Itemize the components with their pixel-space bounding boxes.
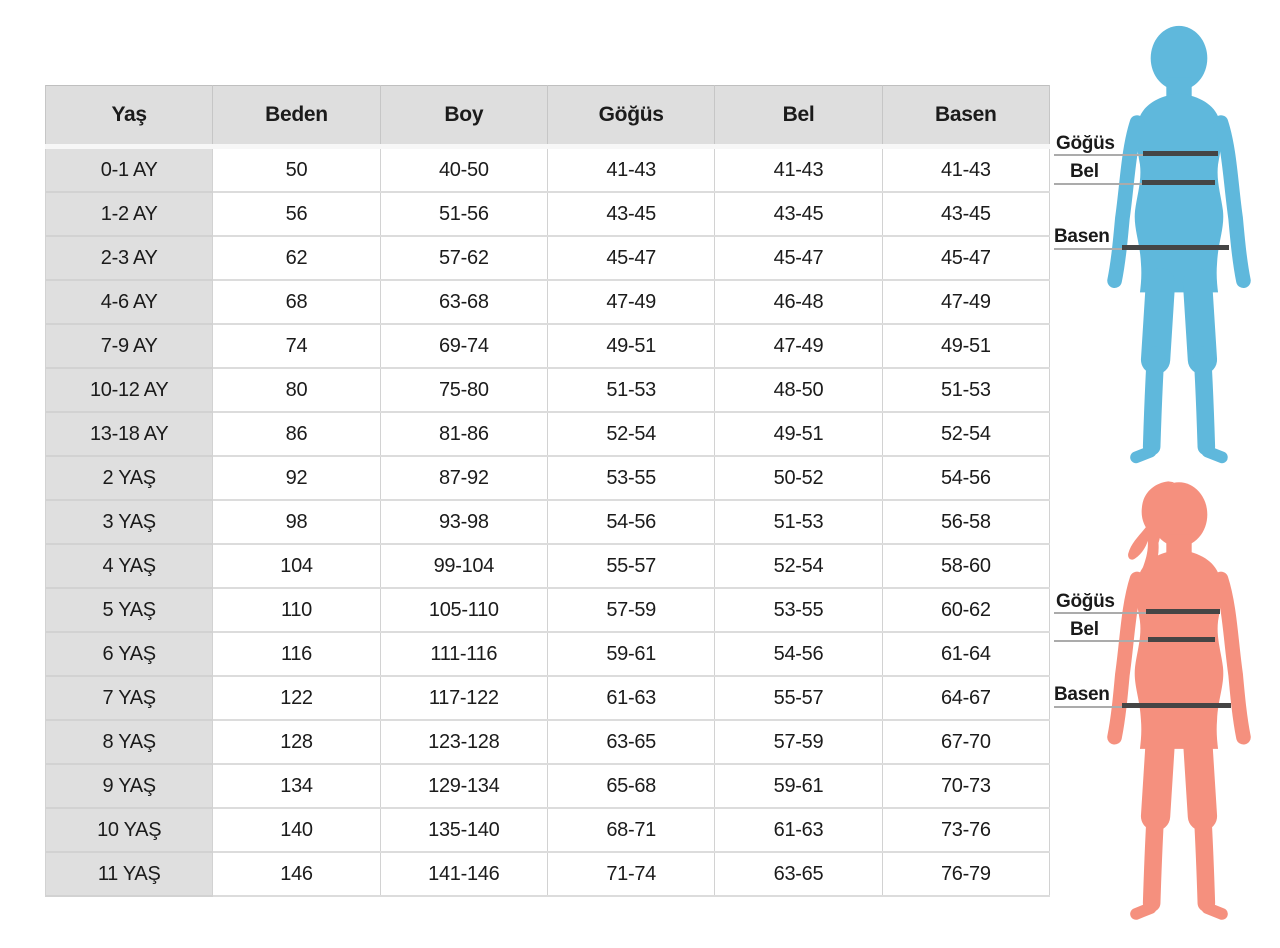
value-cell: 65-68 [547, 764, 714, 808]
age-cell: 11 YAŞ [46, 852, 213, 896]
blue-chest-label-text: Göğüs [1056, 133, 1115, 154]
value-cell: 123-128 [380, 720, 547, 764]
value-cell: 68-71 [547, 808, 714, 852]
value-cell: 51-53 [715, 500, 882, 544]
value-cell: 56 [213, 192, 380, 236]
age-cell: 4 YAŞ [46, 544, 213, 588]
age-cell: 8 YAŞ [46, 720, 213, 764]
table-row [46, 412, 1050, 456]
value-cell: 45-47 [547, 236, 714, 280]
value-cell: 41-43 [882, 147, 1049, 193]
value-cell: 54-56 [715, 632, 882, 676]
pink-chest-measure-bar [1146, 609, 1220, 614]
value-cell: 43-45 [547, 192, 714, 236]
age-cell: 9 YAŞ [46, 764, 213, 808]
value-cell: 99-104 [380, 544, 547, 588]
table-row [46, 852, 1050, 896]
value-cell: 59-61 [715, 764, 882, 808]
value-cell: 116 [213, 632, 380, 676]
pink-waist-measure-bar [1148, 637, 1215, 642]
pink-chest-label-text: Göğüs [1056, 591, 1115, 612]
value-cell: 117-122 [380, 676, 547, 720]
pink-waist-label-text: Bel [1070, 619, 1099, 640]
value-cell: 57-59 [715, 720, 882, 764]
age-cell: 7-9 AY [46, 324, 213, 368]
value-cell: 51-56 [380, 192, 547, 236]
value-cell: 52-54 [882, 412, 1049, 456]
table-row [46, 764, 1050, 808]
age-cell: 4-6 AY [46, 280, 213, 324]
value-cell: 62 [213, 236, 380, 280]
value-cell: 111-116 [380, 632, 547, 676]
table-row [46, 147, 1050, 193]
value-cell: 61-64 [882, 632, 1049, 676]
value-cell: 52-54 [715, 544, 882, 588]
value-cell: 60-62 [882, 588, 1049, 632]
table-row [46, 632, 1050, 676]
value-cell: 47-49 [547, 280, 714, 324]
value-cell: 63-65 [547, 720, 714, 764]
value-cell: 59-61 [547, 632, 714, 676]
blue-waist-label-text: Bel [1070, 161, 1099, 182]
value-cell: 87-92 [380, 456, 547, 500]
value-cell: 63-68 [380, 280, 547, 324]
value-cell: 51-53 [882, 368, 1049, 412]
age-cell: 5 YAŞ [46, 588, 213, 632]
value-cell: 47-49 [882, 280, 1049, 324]
blue-chest-measure-bar [1143, 151, 1218, 156]
value-cell: 69-74 [380, 324, 547, 368]
value-cell: 104 [213, 544, 380, 588]
column-header: Beden [213, 86, 380, 147]
value-cell: 64-67 [882, 676, 1049, 720]
pink-hips-measure-bar [1122, 703, 1231, 708]
value-cell: 46-48 [715, 280, 882, 324]
value-cell: 67-70 [882, 720, 1049, 764]
value-cell: 98 [213, 500, 380, 544]
value-cell: 141-146 [380, 852, 547, 896]
value-cell: 75-80 [380, 368, 547, 412]
table-row [46, 236, 1050, 280]
value-cell: 122 [213, 676, 380, 720]
value-cell: 74 [213, 324, 380, 368]
value-cell: 73-76 [882, 808, 1049, 852]
value-cell: 86 [213, 412, 380, 456]
column-header: Göğüs [547, 86, 714, 147]
value-cell: 128 [213, 720, 380, 764]
pink-waist-label [1070, 619, 1099, 641]
value-cell: 71-74 [547, 852, 714, 896]
table-row [46, 808, 1050, 852]
pink-hips-label-text: Basen [1054, 684, 1110, 705]
column-header: Boy [380, 86, 547, 147]
pink-hips-label [1054, 684, 1110, 706]
pink-chest-label [1056, 591, 1115, 613]
value-cell: 41-43 [547, 147, 714, 193]
blue-hips-measure-bar [1122, 245, 1229, 250]
value-cell: 140 [213, 808, 380, 852]
age-cell: 6 YAŞ [46, 632, 213, 676]
age-cell: 2-3 AY [46, 236, 213, 280]
column-header: Yaş [46, 86, 213, 147]
value-cell: 56-58 [882, 500, 1049, 544]
value-cell: 47-49 [715, 324, 882, 368]
age-cell: 0-1 AY [46, 147, 213, 193]
value-cell: 43-45 [715, 192, 882, 236]
value-cell: 135-140 [380, 808, 547, 852]
blue-chest-label [1056, 133, 1115, 155]
value-cell: 53-55 [547, 456, 714, 500]
blue-hips-label [1054, 226, 1110, 248]
value-cell: 50-52 [715, 456, 882, 500]
value-cell: 55-57 [715, 676, 882, 720]
age-cell: 10 YAŞ [46, 808, 213, 852]
value-cell: 80 [213, 368, 380, 412]
value-cell: 51-53 [547, 368, 714, 412]
value-cell: 49-51 [547, 324, 714, 368]
value-cell: 129-134 [380, 764, 547, 808]
value-cell: 52-54 [547, 412, 714, 456]
value-cell: 57-62 [380, 236, 547, 280]
figure-pink-silhouette [1096, 476, 1262, 928]
value-cell: 45-47 [882, 236, 1049, 280]
table-row [46, 324, 1050, 368]
table-row [46, 676, 1050, 720]
column-header: Basen [882, 86, 1049, 147]
value-cell: 105-110 [380, 588, 547, 632]
value-cell: 61-63 [547, 676, 714, 720]
age-cell: 2 YAŞ [46, 456, 213, 500]
blue-hips-label-text: Basen [1054, 226, 1110, 247]
value-cell: 146 [213, 852, 380, 896]
value-cell: 53-55 [715, 588, 882, 632]
blue-waist-measure-bar [1142, 180, 1215, 185]
value-cell: 57-59 [547, 588, 714, 632]
value-cell: 49-51 [882, 324, 1049, 368]
table-row [46, 192, 1050, 236]
value-cell: 110 [213, 588, 380, 632]
value-cell: 76-79 [882, 852, 1049, 896]
value-cell: 55-57 [547, 544, 714, 588]
size-chart-table [45, 85, 1050, 897]
table-row [46, 588, 1050, 632]
table-row [46, 720, 1050, 764]
table-row [46, 456, 1050, 500]
column-header: Bel [715, 86, 882, 147]
value-cell: 63-65 [715, 852, 882, 896]
table-row [46, 500, 1050, 544]
table-row [46, 280, 1050, 324]
body-silhouette-icon [1096, 476, 1262, 928]
age-cell: 1-2 AY [46, 192, 213, 236]
value-cell: 45-47 [715, 236, 882, 280]
value-cell: 58-60 [882, 544, 1049, 588]
table-body [46, 147, 1050, 897]
value-cell: 70-73 [882, 764, 1049, 808]
value-cell: 61-63 [715, 808, 882, 852]
value-cell: 134 [213, 764, 380, 808]
value-cell: 41-43 [715, 147, 882, 193]
value-cell: 54-56 [547, 500, 714, 544]
value-cell: 92 [213, 456, 380, 500]
blue-waist-label [1070, 161, 1099, 183]
age-cell: 3 YAŞ [46, 500, 213, 544]
value-cell: 49-51 [715, 412, 882, 456]
value-cell: 54-56 [882, 456, 1049, 500]
value-cell: 93-98 [380, 500, 547, 544]
table-row [46, 368, 1050, 412]
table-row [46, 544, 1050, 588]
value-cell: 40-50 [380, 147, 547, 193]
value-cell: 48-50 [715, 368, 882, 412]
value-cell: 68 [213, 280, 380, 324]
age-cell: 10-12 AY [46, 368, 213, 412]
value-cell: 81-86 [380, 412, 547, 456]
age-cell: 7 YAŞ [46, 676, 213, 720]
value-cell: 43-45 [882, 192, 1049, 236]
value-cell: 50 [213, 147, 380, 193]
age-cell: 13-18 AY [46, 412, 213, 456]
table-header-row [46, 86, 1050, 147]
